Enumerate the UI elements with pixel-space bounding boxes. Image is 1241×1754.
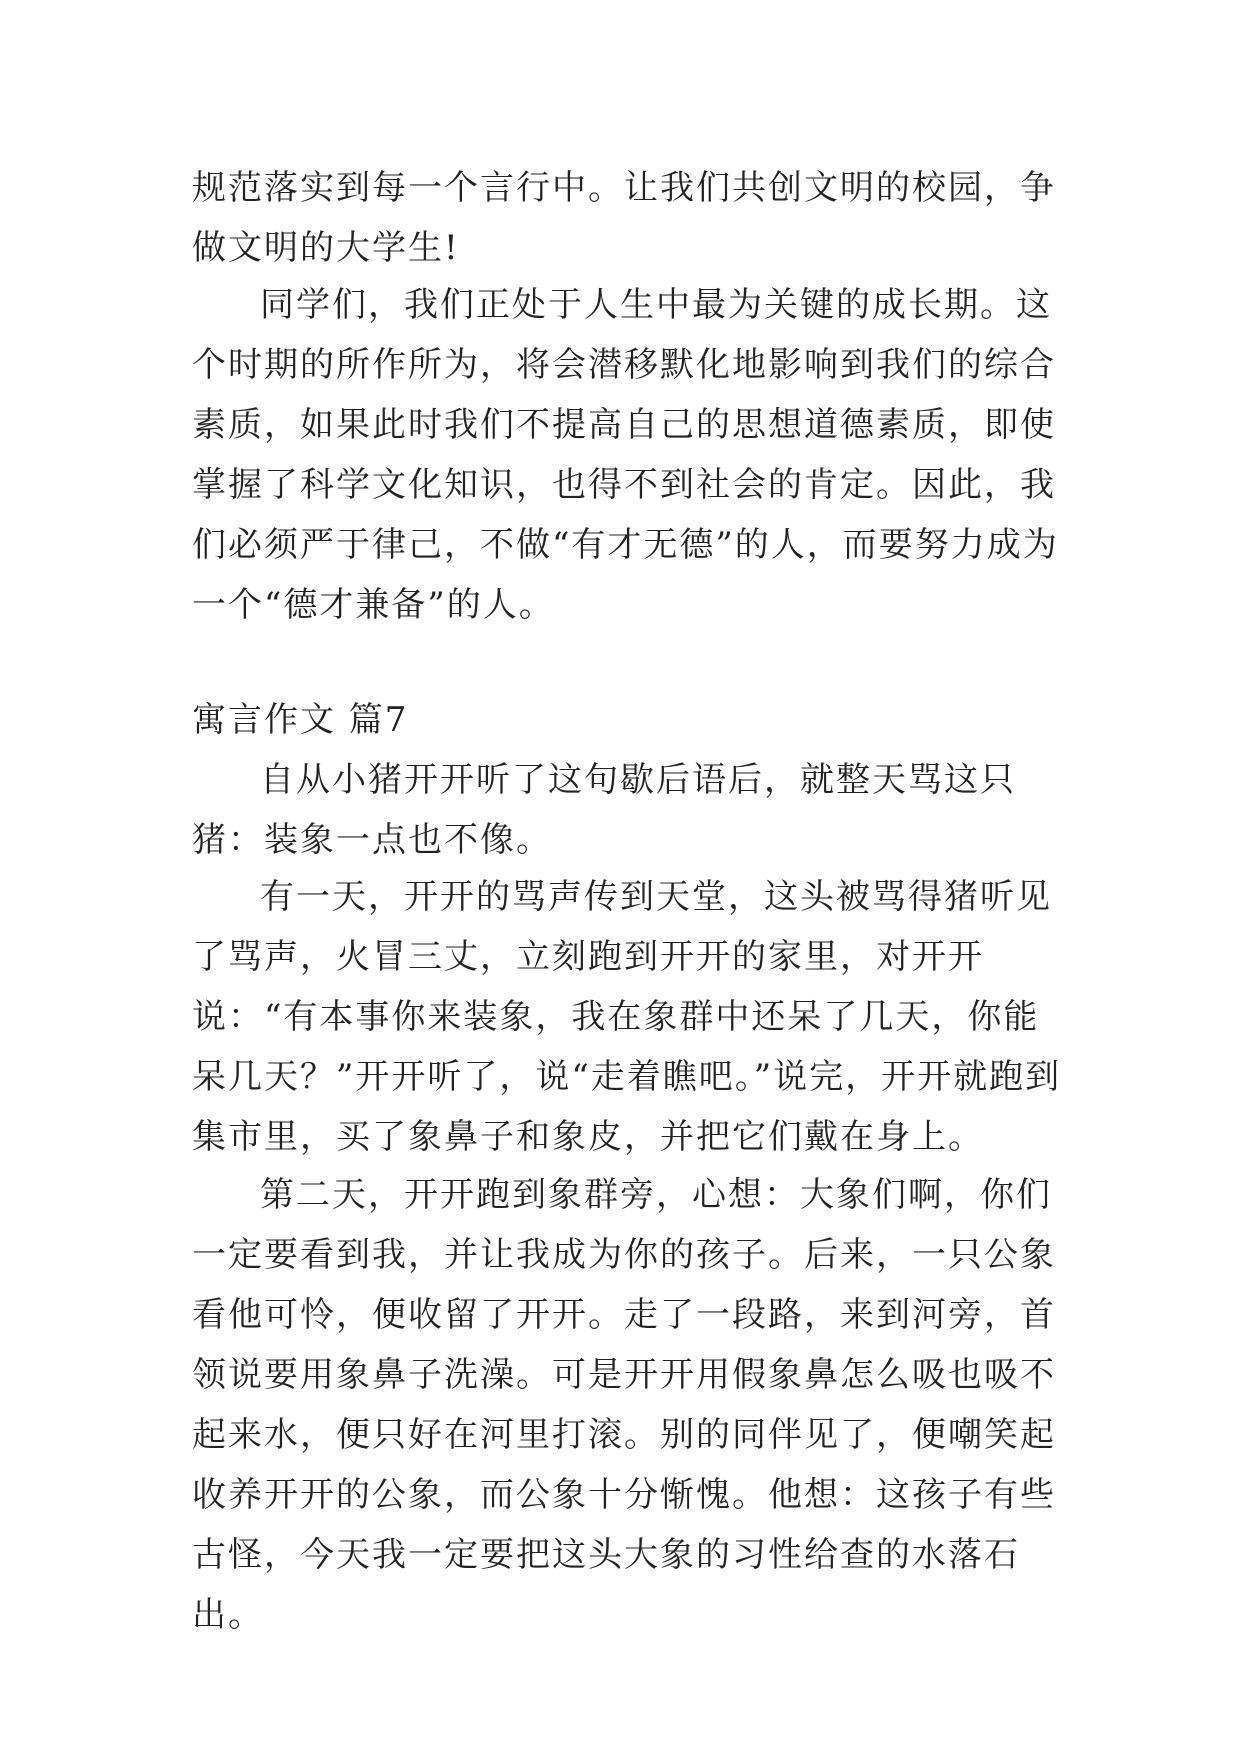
paragraph: 同学们，我们正处于人生中最为关键的成长期。这个时期的所作所为，将会潜移默化地影响到我们的综合素质，如果此时我们不提高自己的思想道德素质，即使掌握了科学文化知识，也得不到社会的肯定。因此，我们必须严于律己，不做“有才无德”的人，而要努力成为一个“德才兼备”的人。 [192, 285, 1059, 625]
section-heading: 寓言作文 篇7 [192, 700, 409, 740]
continued-paragraph: 规范落实到每一个言行中。让我们共创文明的校园，争做文明的大学生! [192, 168, 1056, 268]
paragraph: 自从小猪开开听了这句歇后语后，就整天骂这只猪：装象一点也不像。 [192, 760, 1016, 860]
paragraph: 有一天，开开的骂声传到天堂，这头被骂得猪听见了骂声，火冒三丈，立刻跑到开开的家里，对开开说：“有本事你来装象，我在象群中还呆了几天，你能呆几天？”开开听了，说“走着瞧吧。”说完，开开就跑到集市里，买了象鼻子和象皮，并把它们戴在身上。 [192, 877, 1062, 1157]
paragraph: 第二天，开开跑到象群旁，心想：大象们啊，你们一定要看到我，并让我成为你的孩子。后来，一只公象看他可怜，便收留了开开。走了一段路，来到河旁，首领说要用象鼻子洗澡。可是开开用假象鼻怎么吸也吸不起来水，便只好在河里打滚。别的同伴见了，便嘲笑起收养开开的公象，而公象十分惭愧。他想：这孩子有些古怪，今天我一定要把这头大象的习性给查的水落石出。 [192, 1175, 1056, 1635]
